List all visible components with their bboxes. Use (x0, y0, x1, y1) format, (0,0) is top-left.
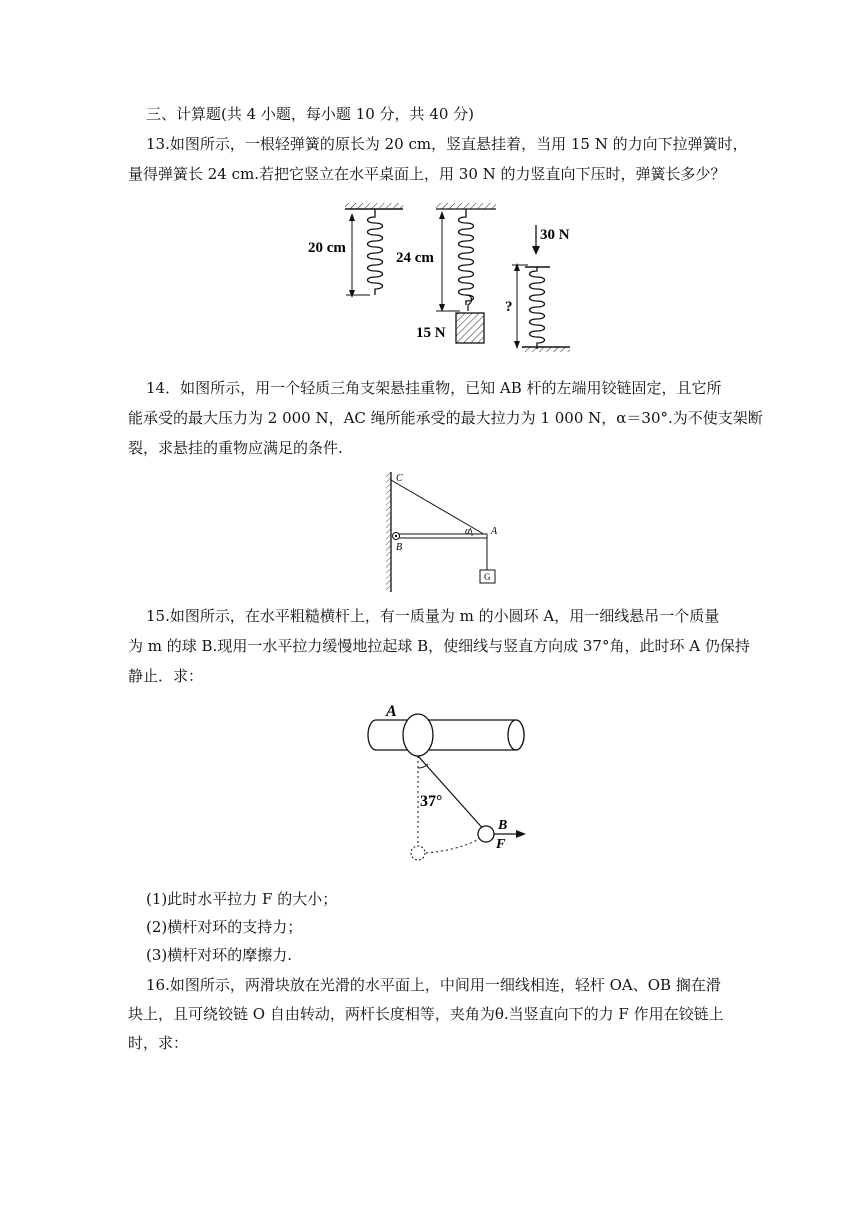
label-20cm: 20 cm (308, 240, 346, 256)
label-15N: 15 N (416, 325, 446, 341)
q14-line-1: 14．如图所示，用一个轻质三角支架悬挂重物，已知 AB 杆的左端用铰链固定，且它所 (146, 379, 722, 397)
q15-line-2: 为 m 的球 B.现用一水平拉力缓慢地拉起球 B，使细线与竖直方向成 37°角，此时环 A 仍保持 (128, 637, 750, 655)
label-question: ? (505, 299, 513, 315)
q15-sub-1: (1)此时水平拉力 F 的大小； (146, 890, 338, 908)
q15-sub-2: (2)横杆对环的支持力； (146, 918, 303, 936)
label-24cm: 24 cm (396, 250, 434, 266)
q14-line-3: 裂，求悬挂的重物应满足的条件. (128, 439, 343, 457)
label-30N: 30 N (540, 227, 570, 243)
label-A: A (386, 703, 397, 720)
q15-line-3: 静止．求： (128, 667, 204, 685)
label-A: A (491, 526, 498, 537)
q13-line-2: 量得弹簧长 24 cm.若把它竖立在水平桌面上，用 30 N 的力竖直向下压时，弹簧长多少？ (128, 165, 726, 183)
label-C: C (396, 473, 403, 484)
spring-1 (308, 203, 403, 298)
section-header: 三、计算题(共 4 小题，每小题 10 分，共 40 分) (146, 105, 475, 123)
q15-line-1: 15.如图所示，在水平粗糙横杆上，有一质量为 m 的小圆环 A，用一细线悬吊一个质量 (146, 607, 720, 625)
label-alpha: α (465, 526, 471, 537)
label-F: F (496, 837, 506, 852)
q13-line-1: 13.如图所示，一根轻弹簧的原长为 20 cm，竖直悬挂着，当用 15 N 的力向下拉弹簧时， (146, 135, 748, 153)
spring-2 (396, 203, 496, 343)
q16-line-2: 块上，且可绕铰链 O 自由转动，两杆长度相等，夹角为θ.当竖直向下的力 F 作用在铰链上 (128, 1005, 724, 1023)
label-B: B (396, 542, 403, 553)
q15-sub-3: (3)横杆对环的摩擦力. (146, 946, 293, 964)
label-G: G (484, 572, 491, 582)
q16-line-3: 时，求： (128, 1034, 189, 1052)
q16-line-1: 16.如图所示，两滑块放在光滑的水平面上，中间用一细线相连，轻杆 OA、OB 搁在滑 (146, 976, 721, 994)
q14-line-2: 能承受的最大压力为 2 000 N，AC 绳所能承受的最大拉力为 1 000 N，α＝30°.为不使支架断 (128, 409, 763, 427)
spring-3 (505, 225, 570, 352)
q15-ring-figure (364, 696, 544, 878)
q14-bracket-figure (372, 468, 512, 600)
label-37deg: 37° (420, 793, 443, 810)
q13-spring-figure (300, 195, 580, 364)
label-B: B (498, 818, 508, 833)
